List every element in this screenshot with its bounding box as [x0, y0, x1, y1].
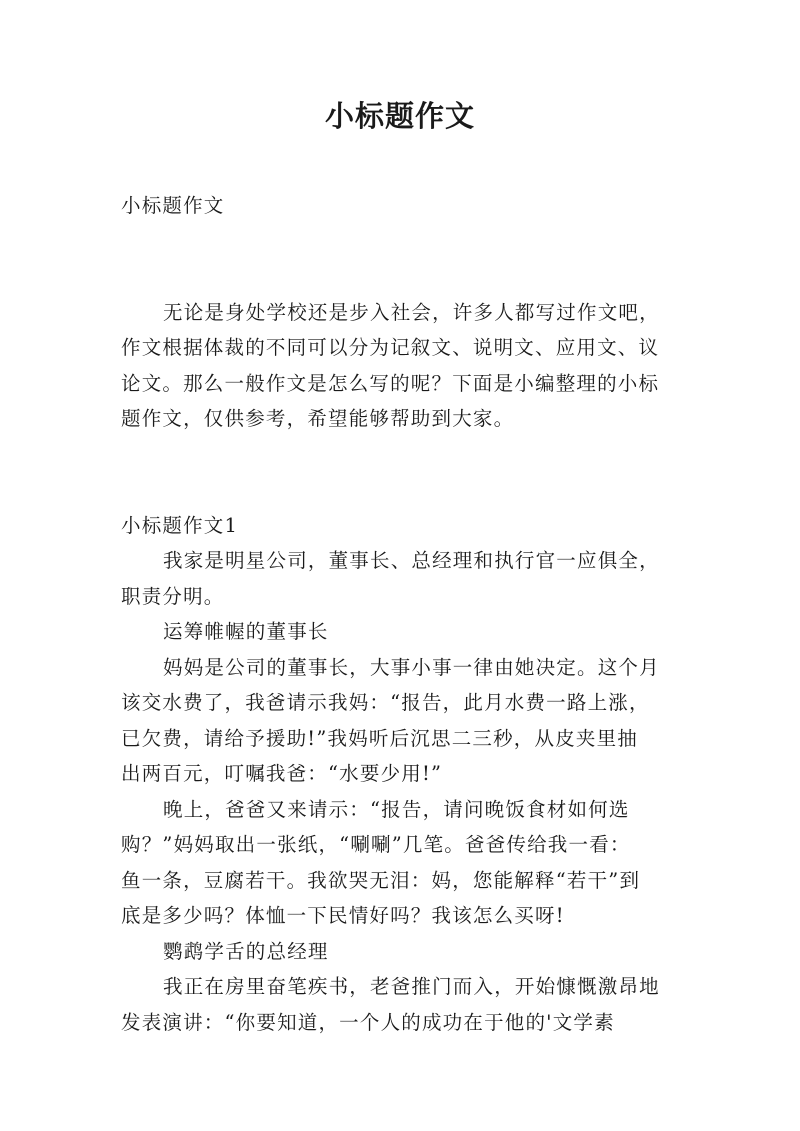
- paragraph-line: 我家是明星公司，董事长、总经理和执行官一应俱全，: [163, 549, 660, 572]
- blank-line: [121, 472, 681, 508]
- paragraph-line: 已欠费，请给予援助!”我妈听后沉思二三秒，从皮夹里抽: [121, 726, 639, 750]
- paragraph-line: 鱼一条，豆腐若干。我欲哭无泪：妈，您能解释“若干”到: [121, 868, 641, 892]
- document-title: 小标题作文: [324, 99, 475, 133]
- paragraph-line: 论文。那么一般作文是怎么写的呢？下面是小编整理的小标: [121, 371, 660, 395]
- blank-line: [121, 437, 681, 473]
- paragraph-line: 晚上，爸爸又来请示：“报告，请问晚饭食材如何选: [163, 797, 630, 821]
- blank-line: [121, 259, 681, 295]
- paragraph-line: 作文根据体裁的不同可以分为记叙文、说明文、应用文、议: [121, 336, 660, 359]
- paragraph-line: 该交水费了，我爸请示我妈：“报告，此月水费一路上涨，: [121, 691, 650, 714]
- paragraph-line: 我正在房里奋笔疾书，老爸推门而入，开始慷慨激昂地: [163, 975, 660, 998]
- paragraph-line: 题作文，仅供参考，希望能够帮助到大家。: [121, 407, 515, 430]
- paragraph-line: 底是多少吗？体恤一下民情好吗？我该怎么买呀!: [121, 904, 565, 927]
- paragraph-line: 妈妈是公司的董事长，大事小事一律由她决定。这个月: [163, 655, 660, 679]
- paragraph-line: 购？”妈妈取出一张纸，“唰唰”几笔。爸爸传给我一看：: [121, 833, 631, 856]
- subtitle-line: 小标题作文: [121, 194, 225, 217]
- paragraph-line: 无论是身处学校还是步入社会，许多人都写过作文吧，: [163, 300, 660, 324]
- subsection-heading: 鹦鹉学舌的总经理: [163, 939, 329, 963]
- paragraph-line: 职责分明。: [121, 584, 225, 608]
- subsection-heading: 运筹帷幄的董事长: [163, 620, 329, 643]
- paragraph-line: 发表演讲：“你要知道，一个人的成功在于他的'文学素: [121, 1010, 615, 1034]
- paragraph-line: 出两百元，叮嘱我爸：“水要少用!”: [121, 762, 443, 785]
- section-heading: 小标题作文1: [121, 513, 239, 537]
- blank-line: [121, 224, 681, 260]
- document-body: [121, 188, 681, 1040]
